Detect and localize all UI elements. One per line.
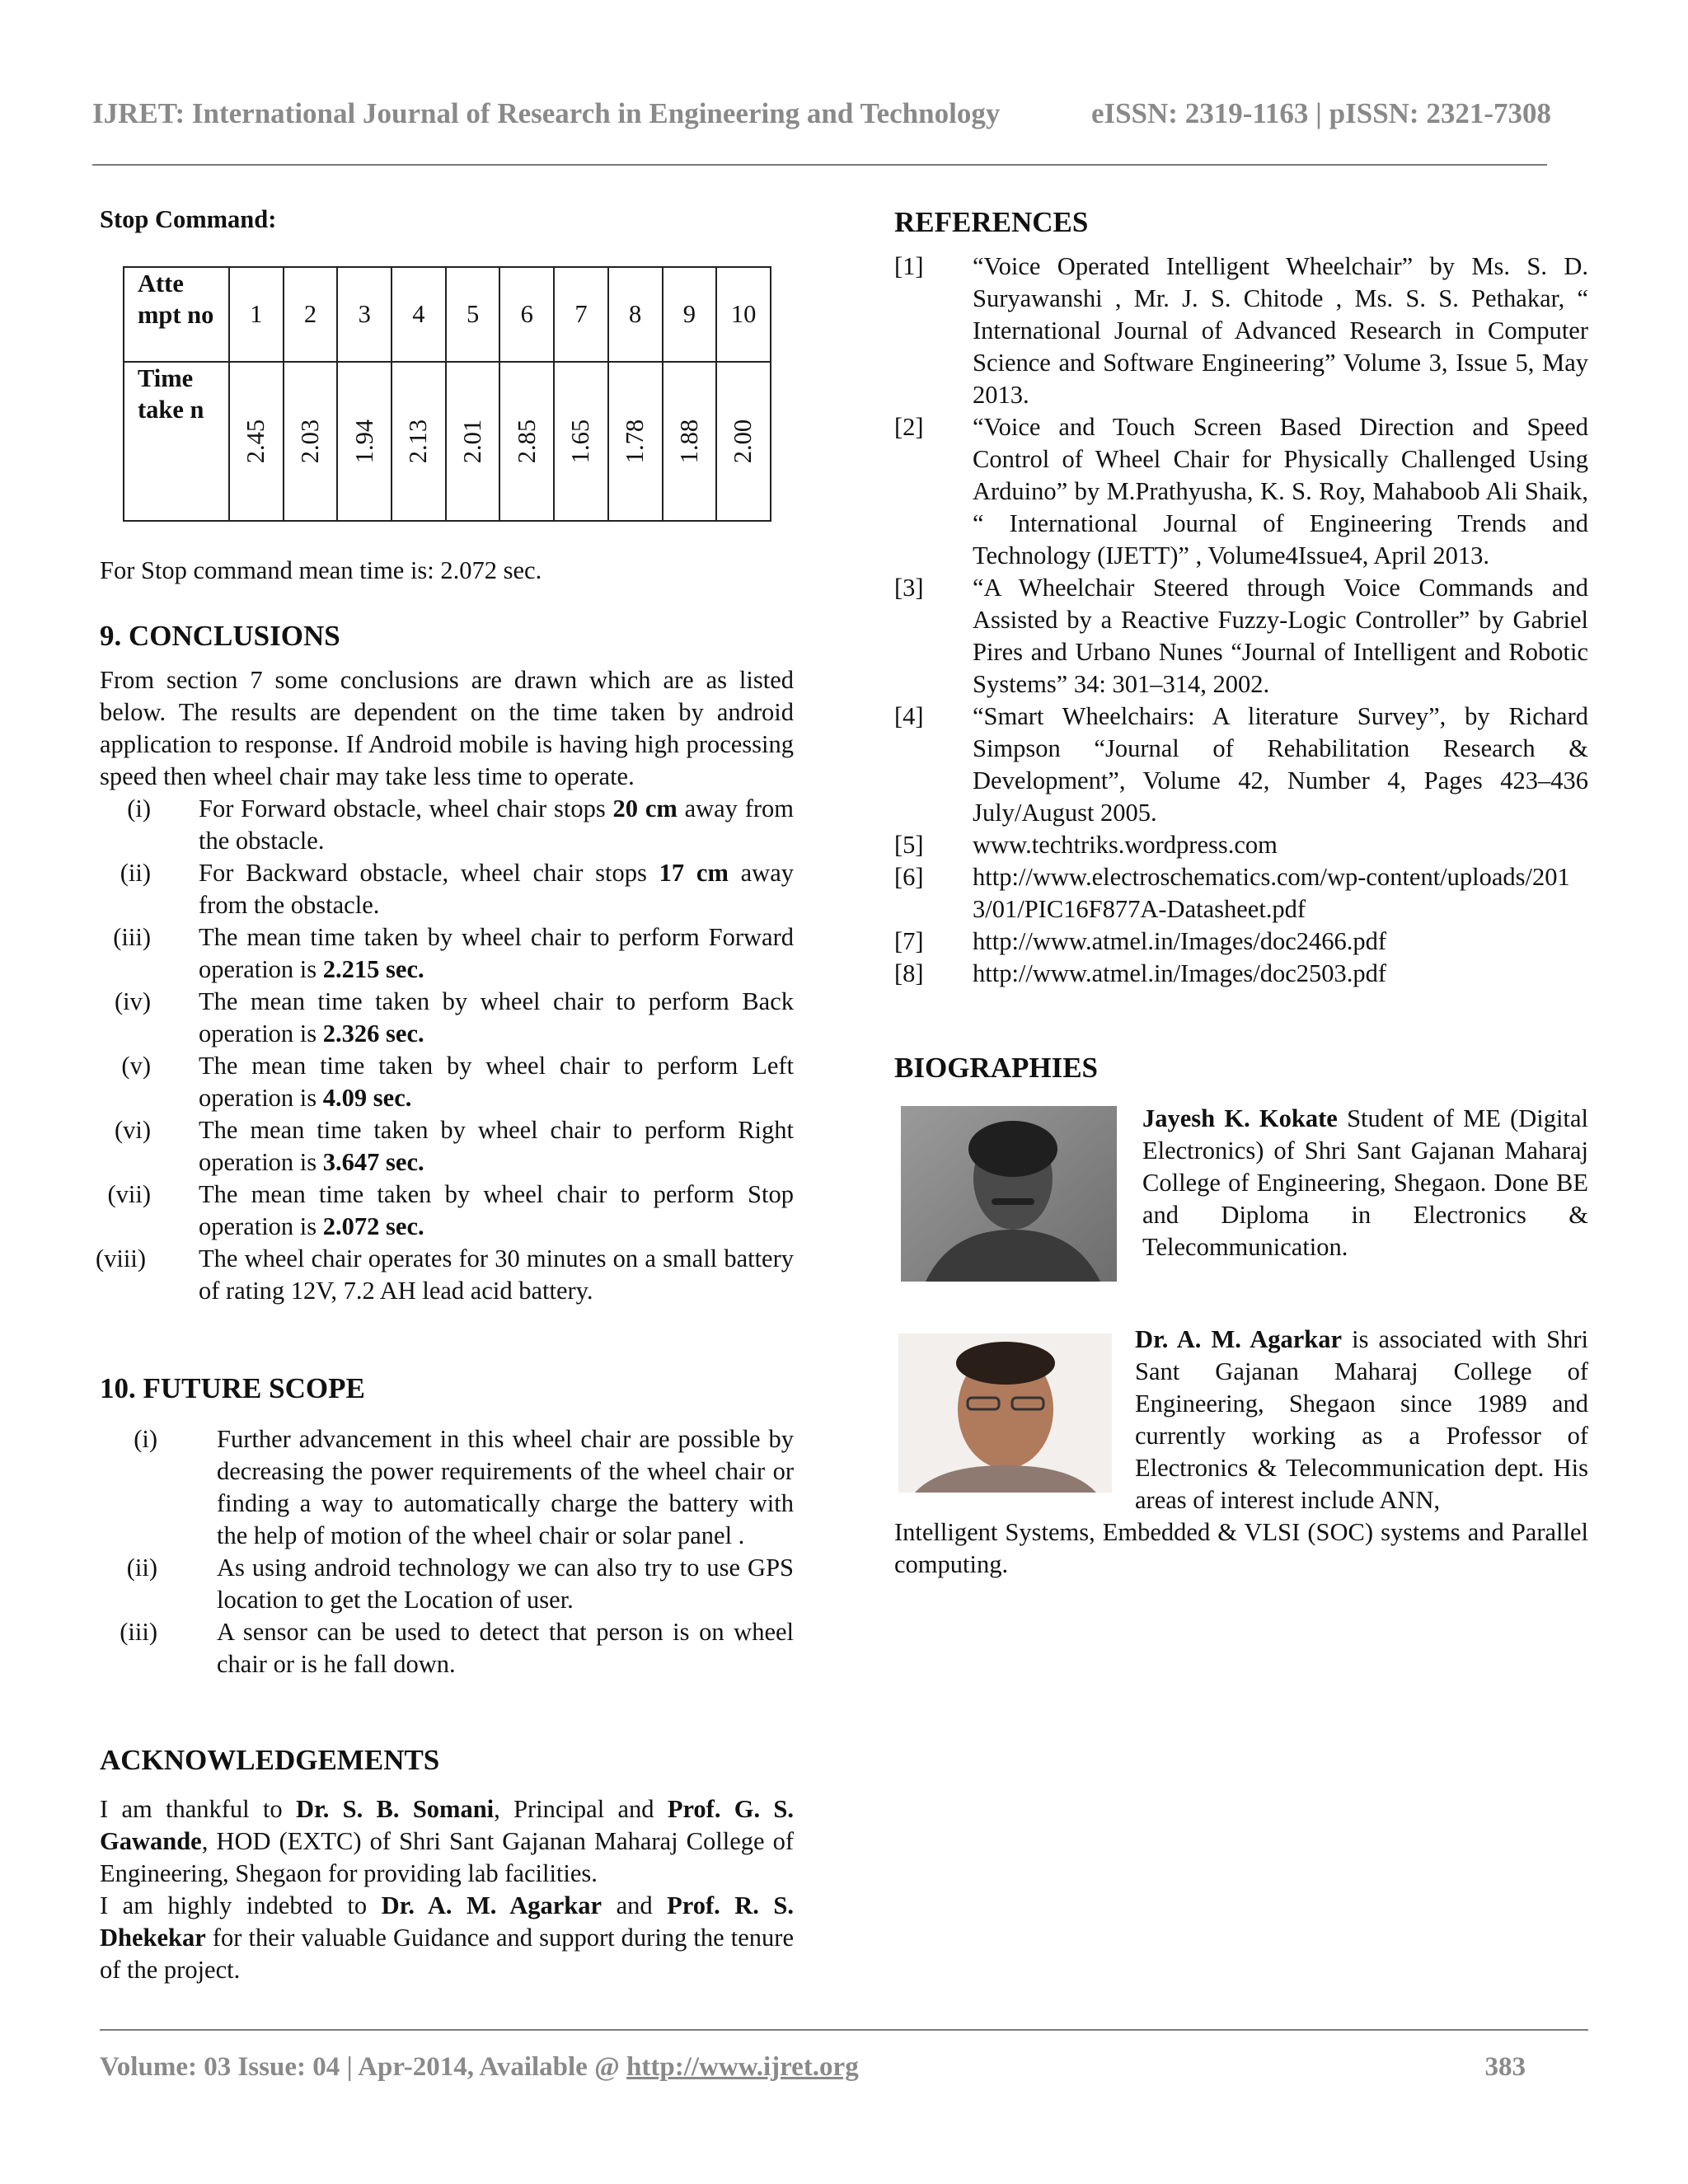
reference-number: [6] bbox=[894, 863, 924, 891]
time-cell bbox=[446, 362, 500, 521]
conclusions-section bbox=[96, 618, 795, 1307]
bio-text: is associated with Shri Sant Gajanan Maharaj College of Engineering, Shegaon since 1989 and currently working as a Professor of Electronics & Telecommunication dept. His areas of interest include ANN, bbox=[1135, 1325, 1589, 1514]
issn: eISSN: 2319-1163 | pISSN: 2321-7308 bbox=[1090, 97, 1551, 129]
author-photo-kokate bbox=[901, 1106, 1117, 1282]
bio-agarkar bbox=[1135, 1324, 1588, 1516]
list-text: The mean time taken by wheel chair to perform Back operation is 2.326 sec. bbox=[199, 987, 794, 1047]
attempt-cell: 3 bbox=[337, 267, 392, 362]
list-item bbox=[100, 1552, 794, 1616]
list-text: For Backward obstacle, wheel chair stops 17 cm away from the obstacle. bbox=[199, 859, 794, 919]
reference-number: [3] bbox=[894, 574, 924, 602]
list-number: (vi) bbox=[114, 1116, 151, 1144]
attempt-cell: 5 bbox=[446, 267, 500, 362]
list-item bbox=[100, 1179, 794, 1243]
list-number: (ii) bbox=[120, 859, 151, 887]
list-text: As using android technology we can also try to use GPS location to get the Location of user. bbox=[217, 1554, 794, 1614]
bio-name: Dr. A. M. Agarkar bbox=[1135, 1325, 1343, 1353]
attempt-cell: 8 bbox=[608, 267, 663, 362]
list-number: (ii) bbox=[126, 1554, 157, 1582]
time-value: 1.78 bbox=[621, 419, 649, 464]
reference-number: [1] bbox=[894, 252, 924, 280]
reference-number: [4] bbox=[894, 702, 924, 730]
reference-item bbox=[894, 411, 1588, 572]
list-number: (vii) bbox=[107, 1180, 151, 1208]
reference-item bbox=[894, 926, 1588, 958]
references-section bbox=[894, 204, 1588, 990]
time-value: 2.45 bbox=[241, 419, 270, 464]
acknowledgements-heading: ACKNOWLEDGEMENTS bbox=[100, 1744, 440, 1776]
time-row bbox=[124, 362, 771, 521]
conclusions-list bbox=[96, 793, 795, 1307]
list-item bbox=[100, 921, 794, 986]
reference-text: “Voice and Touch Screen Based Direction and Speed Control of Wheel Chair for Physically Challenged Using Arduino” by M.Prathyusha, K. S. Roy, Mahaboob Ali Shaik, “ International Journal of Engineering Trends and Technology (IJETT)” , Volume4Issue4, April 2013. bbox=[973, 413, 1588, 569]
list-number: (i) bbox=[134, 1425, 157, 1453]
time-cell bbox=[608, 362, 663, 521]
footer-volume: Volume: 03 Issue: 04 | Apr-2014, Available @ http://www.ijret.org bbox=[100, 2052, 859, 2082]
reference-number: [5] bbox=[894, 831, 924, 859]
journal-name: IJRET: International Journal of Research in Engineering and Technology bbox=[92, 97, 1001, 129]
list-text: For Forward obstacle, wheel chair stops 20 cm away from the obstacle. bbox=[199, 794, 795, 855]
footer-rule bbox=[100, 2029, 1588, 2031]
list-text: A sensor can be used to detect that person is on wheel chair or is he fall down. bbox=[217, 1618, 794, 1678]
reference-text: “Smart Wheelchairs: A literature Survey”, by Richard Simpson “Journal of Rehabilitation Research & Development”, Volume 42, Number 4, Pages 423–436 July/August 2005. bbox=[973, 702, 1588, 827]
list-number: (i) bbox=[127, 794, 151, 823]
list-item bbox=[100, 1114, 794, 1179]
time-label: Time take n bbox=[124, 362, 229, 521]
future-scope-section bbox=[100, 1371, 794, 1680]
time-cell bbox=[337, 362, 392, 521]
attempt-cell: 6 bbox=[499, 267, 554, 362]
references-heading: REFERENCES bbox=[894, 206, 1089, 238]
list-item bbox=[96, 1243, 794, 1307]
footer-link[interactable]: http://www.ijret.org bbox=[626, 2052, 859, 2082]
list-text: The mean time taken by wheel chair to perform Forward operation is 2.215 sec. bbox=[199, 923, 794, 983]
bio-agarkar-continued: Intelligent Systems, Embedded & VLSI (SOC) systems and Parallel computing. bbox=[894, 1518, 1588, 1578]
bio-kokate bbox=[1142, 1103, 1588, 1263]
reference-number: [2] bbox=[894, 413, 924, 441]
stop-mean-text: For Stop command mean time is: 2.072 sec. bbox=[100, 556, 542, 584]
list-item bbox=[100, 1050, 794, 1114]
ack-paragraph-1: I am thankful to Dr. S. B. Somani, Principal and Prof. G. S. Gawande, HOD (EXTC) of Shri Sant Gajanan Maharaj College of Engineering, Shegaon for providing lab facilities. bbox=[100, 1795, 794, 1887]
reference-text: “Voice Operated Intelligent Wheelchair” by Ms. S. D. Suryawanshi , Mr. J. S. Chitode , Ms. S. S. Pethakar, “ International Journal of Advanced Research in Computer Science and Software Engineering” Volume 3, Issue 5, May 2013. bbox=[973, 252, 1588, 409]
reference-item bbox=[894, 958, 1588, 990]
running-header bbox=[92, 97, 1551, 130]
acknowledgements-section bbox=[100, 1742, 794, 1986]
time-cell bbox=[663, 362, 717, 521]
list-text: The mean time taken by wheel chair to perform Right operation is 3.647 sec. bbox=[199, 1116, 794, 1176]
list-number: (v) bbox=[121, 1052, 151, 1080]
attempt-cell: 10 bbox=[716, 267, 771, 362]
time-value: 1.88 bbox=[674, 419, 703, 464]
reference-item bbox=[894, 701, 1588, 829]
reference-link[interactable]: http://www.atmel.in/Images/doc2503.pdf bbox=[973, 959, 1387, 987]
attempt-cell: 2 bbox=[284, 267, 338, 362]
page-number: 383 bbox=[1484, 2052, 1526, 2082]
list-item bbox=[100, 1616, 794, 1680]
list-text: The wheel chair operates for 30 minutes on a small battery of rating 12V, 7.2 AH lead acid battery. bbox=[199, 1244, 794, 1305]
time-cell bbox=[392, 362, 446, 521]
list-item bbox=[100, 793, 794, 857]
time-value: 2.00 bbox=[729, 419, 757, 464]
future-scope-heading: 10. FUTURE SCOPE bbox=[100, 1372, 365, 1404]
reference-item bbox=[894, 572, 1588, 701]
list-text: The mean time taken by wheel chair to perform Stop operation is 2.072 sec. bbox=[199, 1180, 794, 1240]
attempt-label: Atte mpt no bbox=[124, 267, 229, 362]
portrait-image bbox=[898, 1333, 1112, 1493]
stop-command-heading: Stop Command: bbox=[100, 205, 277, 233]
list-number: (viii) bbox=[96, 1244, 146, 1272]
list-text: Further advancement in this wheel chair are possible by decreasing the power requirements of the wheel chair or finding a way to automatically charge the battery with the help of motion of the wheel chair or solar panel . bbox=[217, 1425, 794, 1549]
time-value: 2.03 bbox=[296, 419, 325, 464]
attempt-cell: 9 bbox=[663, 267, 717, 362]
list-text: The mean time taken by wheel chair to perform Left operation is 4.09 sec. bbox=[199, 1052, 794, 1112]
time-cell bbox=[716, 362, 771, 521]
time-value: 2.01 bbox=[458, 419, 487, 464]
reference-number: [7] bbox=[894, 927, 924, 955]
biographies-heading: BIOGRAPHIES bbox=[894, 1052, 1098, 1084]
ack-paragraph-2: I am highly indebted to Dr. A. M. Agarkar and Prof. R. S. Dhekekar for their valuable Guidance and support during the tenure of the project. bbox=[100, 1891, 795, 1984]
portrait-image bbox=[901, 1106, 1117, 1282]
reference-number: [8] bbox=[894, 959, 924, 987]
reference-item bbox=[894, 251, 1588, 411]
stop-command-table bbox=[123, 266, 771, 522]
attempt-cell: 4 bbox=[392, 267, 446, 362]
list-number: (iv) bbox=[114, 987, 151, 1015]
bio-text: Student of ME (Digital Electronics) of Shri Sant Gajanan Maharaj College of Engineering, Shegaon. Done BE and Diploma in Electronics & Telecommunication. bbox=[1142, 1104, 1588, 1261]
header-rule bbox=[92, 164, 1547, 166]
time-cell bbox=[284, 362, 338, 521]
time-cell bbox=[229, 362, 284, 521]
list-number: (iii) bbox=[113, 923, 151, 951]
time-value: 1.94 bbox=[349, 419, 378, 464]
attempt-row bbox=[124, 267, 771, 362]
conclusions-heading: 9. CONCLUSIONS bbox=[100, 620, 340, 652]
biographies-heading-block bbox=[894, 1050, 1588, 1086]
author-photo-agarkar bbox=[898, 1333, 1112, 1493]
time-value: 2.13 bbox=[404, 419, 433, 464]
time-value: 2.85 bbox=[512, 419, 541, 464]
attempt-cell: 1 bbox=[229, 267, 284, 362]
reference-text: “A Wheelchair Steered through Voice Commands and Assisted by a Reactive Fuzzy-Logic Controller” by Gabriel Pires and Urbano Nunes “Journal of Intelligent and Robotic Systems” 34: 301–314, 2002. bbox=[973, 574, 1588, 698]
time-cell bbox=[499, 362, 554, 521]
list-item bbox=[100, 1423, 794, 1552]
reference-link[interactable]: http://www.atmel.in/Images/doc2466.pdf bbox=[973, 927, 1387, 955]
conclusions-intro: From section 7 some conclusions are drawn which are as listed below. The results are dependent on the time taken by android application to response. If Android mobile is having high processing speed then wheel chair may take less time to operate. bbox=[100, 666, 794, 790]
time-cell bbox=[554, 362, 608, 521]
list-item bbox=[100, 857, 794, 921]
attempt-cell: 7 bbox=[554, 267, 608, 362]
reference-item bbox=[894, 829, 1588, 861]
list-number: (iii) bbox=[120, 1618, 157, 1646]
future-scope-list bbox=[100, 1423, 794, 1680]
reference-item bbox=[894, 861, 1588, 926]
reference-link[interactable]: http://www.electroschematics.com/wp-content/uploads/2013/01/PIC16F877A-Datasheet.pdf bbox=[973, 863, 1570, 923]
time-value: 1.65 bbox=[566, 419, 595, 464]
page-footer bbox=[100, 2052, 1526, 2083]
list-item bbox=[100, 986, 794, 1050]
reference-list bbox=[894, 251, 1588, 990]
bio-name: Jayesh K. Kokate bbox=[1142, 1104, 1338, 1132]
reference-link[interactable]: www.techtriks.wordpress.com bbox=[973, 831, 1278, 859]
